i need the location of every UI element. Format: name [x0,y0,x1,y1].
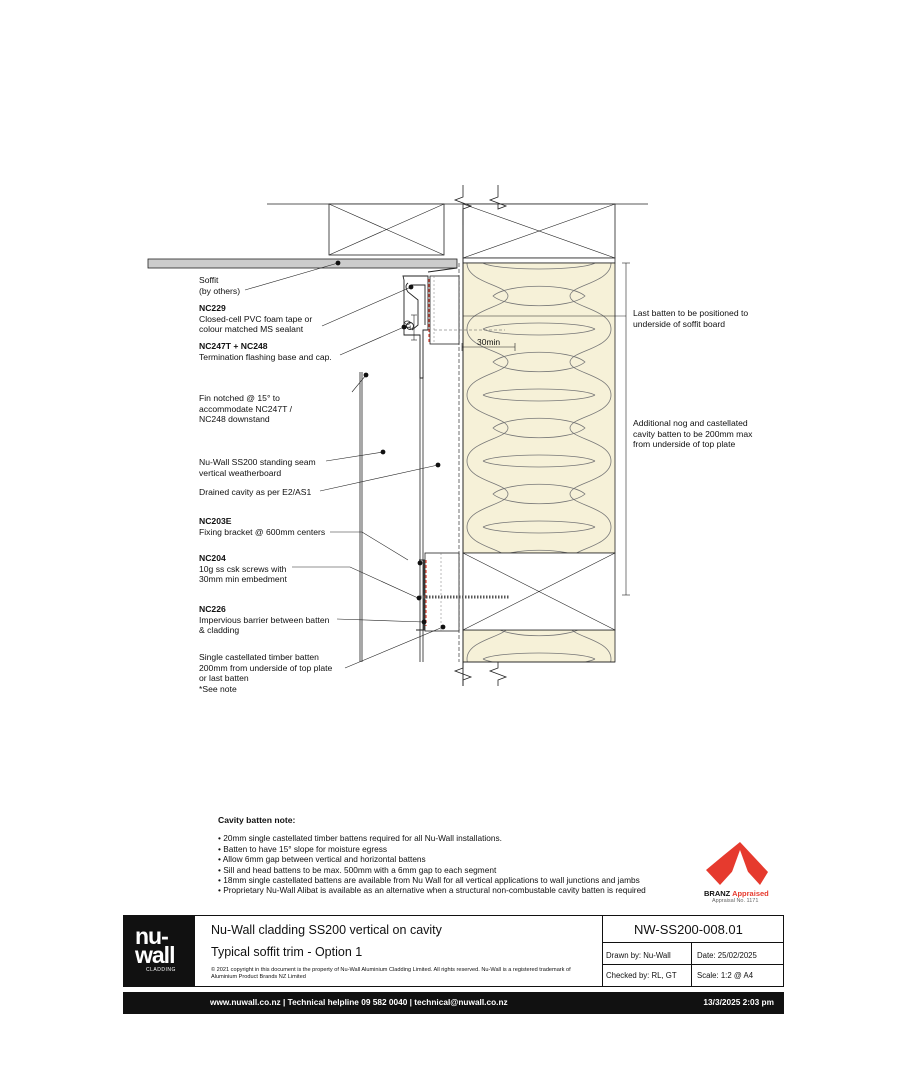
label-nc226-code: NC226 [199,604,226,614]
label-last-batten-l1: Last batten to be positioned to [633,308,749,318]
branz-logo-icon [706,842,768,885]
drawing-title: Nu-Wall cladding SS200 vertical on cavity [211,923,442,937]
label-single-batten-l2: 200mm from underside of top plate [199,662,333,673]
label-nc226 [199,604,329,636]
drawn-by: Drawn by: Nu-Wall [606,951,671,960]
label-nc247 [199,341,332,362]
label-additional-nog-l3: from underside of top plate [633,439,736,449]
top-plate [463,204,615,263]
label-single-batten-l3: or last batten [199,673,249,683]
label-single-batten-l1: Single castellated timber batten [199,652,319,662]
footer-datetime: 13/3/2025 2:03 pm [703,997,774,1007]
label-soffit-l1: Soffit [199,275,219,285]
logo-line2: wall [135,942,175,968]
label-nc204-code: NC204 [199,553,226,563]
copyright-text: © 2021 copyright in this document is the property of Nu-Wall Aluminium Cladding Limited. All rights reserved. Nu-Wall is a registered trademark of Aluminium Product Brands NZ Limited [211,967,571,980]
label-single-batten-l4: *See note [199,683,237,694]
label-fin-l1: Fin notched @ 15° to [199,393,280,403]
note-item: • Proprietary Nu-Wall Alibat is available as an alternative when a structural non-combustable cavity batten is required [218,885,708,895]
break-line-bottom [455,662,615,686]
label-last-batten-l2: underside of soffit board [633,318,726,329]
label-cavity-l1: Drained cavity as per E2/AS1 [199,487,312,497]
footer-contact[interactable]: www.nuwall.co.nz | Technical helpline 09 582 0040 | technical@nuwall.co.nz [210,997,508,1007]
note-item: • Allow 6mm gap between vertical and horizontal battens [218,854,708,864]
branz-word: BRANZ [704,889,731,898]
footer-bar [123,992,784,1014]
label-nc226-l2: & cladding [199,625,240,635]
title-block-divider [602,942,784,943]
label-nc204-l1: 10g ss csk screws with [199,563,287,574]
label-nc229-l2: colour matched MS sealant [199,324,304,334]
ss200-cladding [360,370,423,662]
cavity-batten-note [218,815,708,896]
lower-batten [425,553,459,631]
label-ss200-l1: Nu-Wall SS200 standing seam [199,457,316,467]
dimension-10-text: 10 [402,320,413,330]
dimension-right [622,263,630,595]
checked-by: Checked by: RL, GT [606,971,677,980]
drawing-scale: Scale: 1:2 @ A4 [697,971,754,980]
label-nc203e-l1: Fixing bracket @ 600mm centers [199,526,326,537]
label-fin-l2: accommodate NC247T / [199,403,292,414]
label-ss200-l2: vertical weatherboard [199,467,282,478]
label-nc203e [199,516,325,537]
label-nc247-l1: Termination flashing base and cap. [199,351,332,362]
nog [463,553,615,630]
soffit-board [148,259,457,268]
drawing-subtitle: Typical soffit trim - Option 1 [211,945,363,959]
note-list [218,833,708,895]
logo-wordmark [135,923,175,968]
label-fin-l3: NC248 downstand [199,414,270,424]
title-block [123,915,784,987]
label-nc203e-code: NC203E [199,516,232,526]
label-nc247-code: NC247T + NC248 [199,341,268,351]
label-nc204-l2: 30mm min embedment [199,574,287,584]
title-block-divider [602,964,784,965]
label-nc204 [199,553,287,585]
label-nc229-l1: Closed-cell PVC foam tape or [199,313,313,324]
label-single-batten [199,652,332,694]
label-additional-nog [633,418,752,450]
label-nc226-l1: Impervious barrier between batten [199,614,330,625]
wall-insulation-lower [463,630,615,662]
note-item: • 18mm single castellated battens are available from Nu Wall for all vertical applications to wall junctions and jambs [218,875,708,885]
label-fin [199,393,292,425]
logo-subtitle: CLADDING [146,967,176,973]
title-block-divider [602,916,603,986]
label-soffit-l2: (by others) [199,285,241,296]
branz-appraised-text [704,889,769,898]
label-nc229 [199,303,312,335]
branz-appraisal-number: Appraisal No. 1171 [712,898,759,904]
logo-line1: nu- [135,923,168,949]
note-item: • Sill and head battens to be max. 500mm with a 6mm gap to each segment [218,865,708,875]
drawing-date: Date: 25/02/2025 [697,951,757,960]
label-ss200 [199,457,316,478]
note-title: Cavity batten note: [218,815,296,825]
note-item: • Batten to have 15° slope for moisture egress [218,844,708,854]
label-additional-nog-l2: cavity batten to be 200mm max [633,428,753,439]
nuwall-logo [124,916,195,986]
wall-insulation [463,263,615,553]
label-cavity [199,487,311,498]
title-block-divider [691,943,692,986]
label-soffit [199,275,240,296]
drawing-code: NW-SS200-008.01 [634,922,743,937]
label-last-batten [633,308,748,329]
label-nc229-code: NC229 [199,303,226,313]
dimension-30-text: 30min [477,337,501,347]
label-additional-nog-l1: Additional nog and castellated [633,418,748,428]
note-item: • 20mm single castellated timber battens required for all Nu-Wall installations. [218,833,708,843]
appraised-word: Appraised [732,889,769,898]
